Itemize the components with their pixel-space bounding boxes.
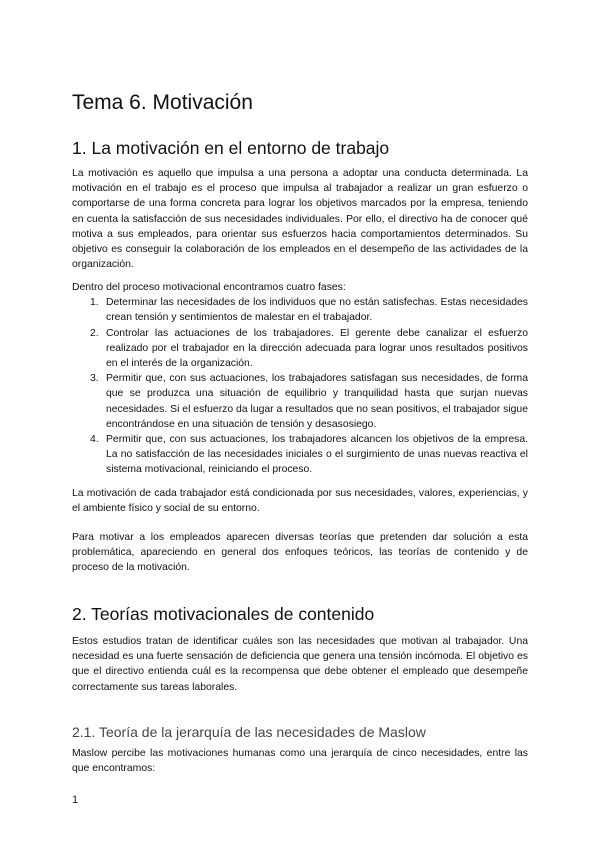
section-1-paragraph-1-wrap bbox=[72, 166, 528, 272]
phases-block bbox=[72, 280, 528, 478]
phases-intro: Dentro del proceso motivacional encontramos cuatro fases: bbox=[72, 282, 346, 293]
section-2 bbox=[72, 602, 528, 626]
list-item: Permitir que, con sus actuaciones, los trabajadores alcancen los objetivos de la empresa. La no satisfacción de las necesidades iniciales o el surgimiento de unas nuevas reactiva el sistema motivacional, reiniciando el proceso. bbox=[106, 434, 528, 476]
section-2-1 bbox=[72, 722, 528, 742]
section-2-1-heading: 2.1. Teoría de la jerarquía de las necesidades de Maslow bbox=[72, 724, 426, 740]
section-2-paragraph-wrap bbox=[72, 634, 528, 695]
phases-list bbox=[72, 295, 528, 477]
section-1-paragraph-1: La motivación es aquello que impulsa a una persona a adoptar una conducta determinada. La motivación en el trabajo es el proceso que impulsa al trabajador a realizar un gran esfuerzo o comportarse de una forma concreta para lograr los objetivos marcados por la empresa, teniendo en cuenta la satisfacción de sus necesidades individuales. Por ello, el directivo ha de conocer qué motiva a sus empleados, para orientar sus esfuerzos hacia comportamientos determinados. Su objetivo es conseguir la colaboración de los empleados en el desempeño de las actividades de la organización. bbox=[72, 168, 528, 271]
section-2-heading: 2. Teorías motivacionales de contenido bbox=[72, 604, 375, 624]
section-1 bbox=[72, 136, 528, 160]
section-1-heading: 1. La motivación en el entorno de trabajo bbox=[72, 138, 390, 158]
list-item: Permitir que, con sus actuaciones, los trabajadores satisfagan sus necesidades, de forma que se produzca una situación de equilibrio y tranquilidad hasta que surjan nuevas necesidades. Si el esfuerzo da lugar a resultados que no sean positivos, el trabajador sigue encontrándose en una situación de tensión y desasosiego. bbox=[106, 373, 528, 430]
section-2-paragraph-1: Estos estudios tratan de identificar cuáles son las necesidades que motivan al trabajador. Una necesidad es una fuerte sensación de deficiencia que genera una tensión incómoda. El objetivo es que el directivo entienda cuál es la recompensa que debe obtener el empleado que desempeñe correctamente sus tareas laborales. bbox=[72, 636, 528, 693]
document-title: Tema 6. Motivación bbox=[72, 91, 253, 114]
list-item: Determinar las necesidades de los individuos que no están satisfechas. Estas necesidades crean tensión y sentimientos de malestar en el trabajador. bbox=[106, 297, 528, 324]
section-1-paragraph-2: La motivación de cada trabajador está condicionada por sus necesidades, valores, experiencias, y el ambiente físico y social de su entorno. bbox=[72, 488, 528, 515]
section-2-1-paragraph-wrap bbox=[72, 746, 528, 776]
section-1-paragraph-3: Para motivar a los empleados aparecen diversas teorías que pretenden dar solución a esta problemática, apareciendo en general dos enfoques teóricos, las teorías de contenido y de proceso de la motivación. bbox=[72, 532, 528, 574]
section-1-paragraph-2-wrap bbox=[72, 486, 528, 516]
section-1-paragraph-3-wrap bbox=[72, 530, 528, 576]
section-2-1-paragraph-1: Maslow percibe las motivaciones humanas como una jerarquía de cinco necesidades, entre las que encontramos: bbox=[72, 748, 528, 775]
list-item: Controlar las actuaciones de los trabajadores. El gerente debe canalizar el esfuerzo realizado por el trabajador en la dirección adecuada para lograr unos resultados positivos en el interés de la organización. bbox=[106, 327, 528, 370]
page-number: 1 bbox=[72, 794, 79, 806]
